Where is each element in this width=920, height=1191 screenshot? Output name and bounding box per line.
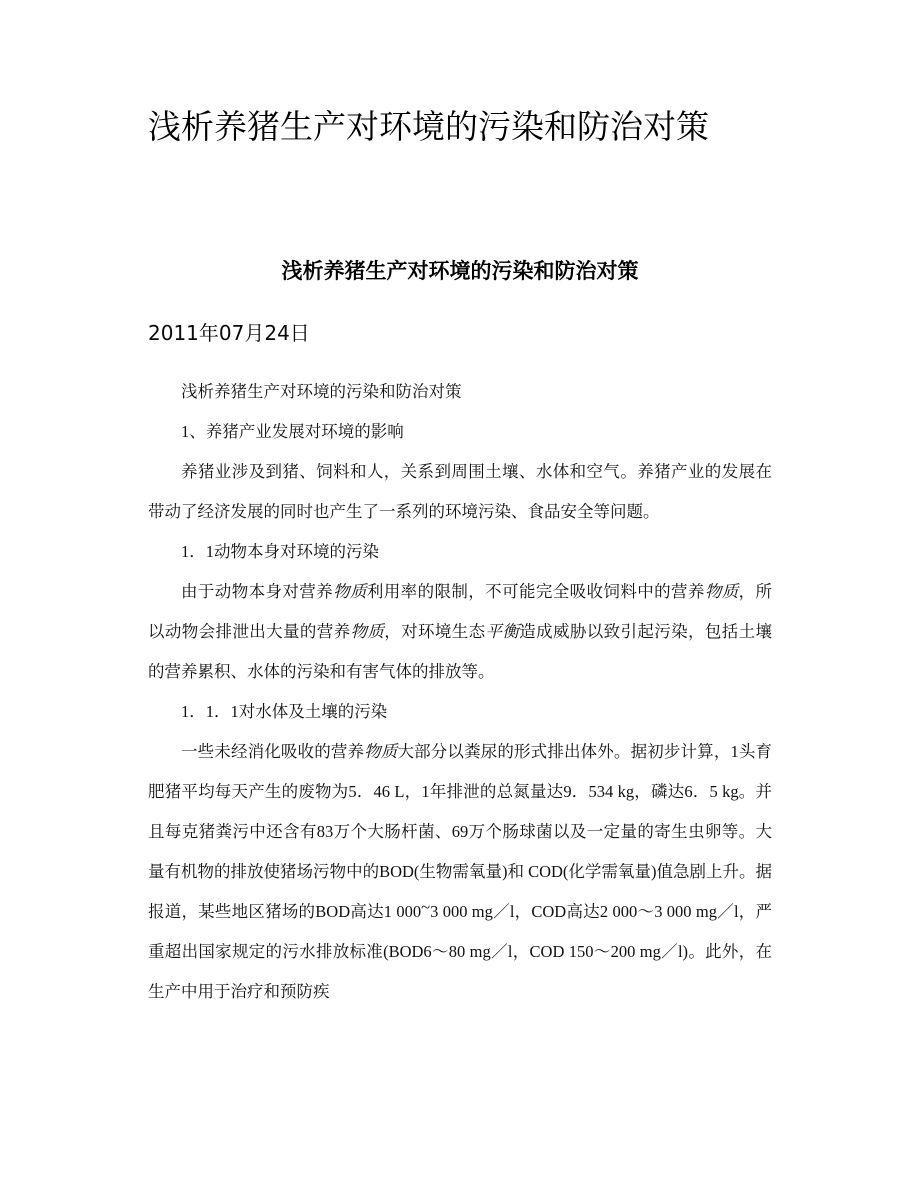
text-segment: 一些未经消化吸收的营养 [181, 742, 365, 762]
text-segment: ，所以动物会排泄出大量的营养 [148, 582, 773, 642]
section-1-1-1-paragraph [148, 732, 772, 1012]
italic-term: 物质 [333, 582, 367, 602]
section-1-1-heading: 1．1动物本身对环境的污染 [181, 542, 379, 562]
italic-term: 平衡 [485, 622, 520, 642]
document-subtitle: 浅析养猪生产对环境的污染和防治对策 [281, 259, 639, 284]
section-1-1-1-heading: 1．1．1对水体及土壤的污染 [181, 702, 388, 722]
document-content [148, 0, 772, 1012]
text-segment: ，对环境生态 [384, 622, 486, 642]
document-body [148, 346, 772, 1012]
italic-term: 物质 [350, 622, 385, 642]
page-title: 浅析养猪生产对环境的污染和防治对策 [148, 107, 709, 146]
body-title-line: 浅析养猪生产对环境的污染和防治对策 [181, 382, 462, 402]
italic-term: 物质 [704, 582, 739, 602]
italic-term: 物质 [364, 742, 398, 762]
text-segment: 3 000 mg／l，COD高达2 000～3 000 mg／l，严重超出国家规定的污水排放标准(BOD6～80 mg／l，COD 150～200 mg／l)。此外，在生产中用于治疗和预防疾 [148, 902, 772, 1002]
range-tilde: ~ [421, 897, 431, 917]
publish-date: 2011年07月24日 [148, 321, 310, 346]
section-1-paragraph: 养猪业涉及到猪、饲料和人，关系到周围土壤、水体和空气。养猪产业的发展在带动了经济发展的同时也产生了一系列的环境污染、食品安全等问题。 [148, 462, 772, 522]
text-segment: 大部分以粪尿的形式排出体外。据初步计算，1头育肥猪平均每天产生的废物为5．46 L，1年排泄的总氮量达9．534 kg，磷达6．5 kg。并且每克猪粪污中还含有83万个大肠杆菌、69万个肠球菌以及一定量的寄生虫卵等。大量有机物的排放使猪场污物中的BOD(生物需氧量)和 COD(化学需氧量)值急剧上升。据报道，某些地区猪场的BOD高达1 000 [148, 742, 773, 922]
text-segment: 利用率的限制，不可能完全吸收饲料中的营养 [366, 582, 705, 602]
text-segment: 由于动物本身对营养 [181, 582, 334, 602]
section-1-1-paragraph [148, 572, 772, 692]
section-1-heading: 1、养猪产业发展对环境的影响 [181, 422, 404, 442]
text-segment: 造成威胁以致引起污染，包括土壤的营养累积、水体的污染和有害气体的排放等。 [148, 622, 772, 682]
